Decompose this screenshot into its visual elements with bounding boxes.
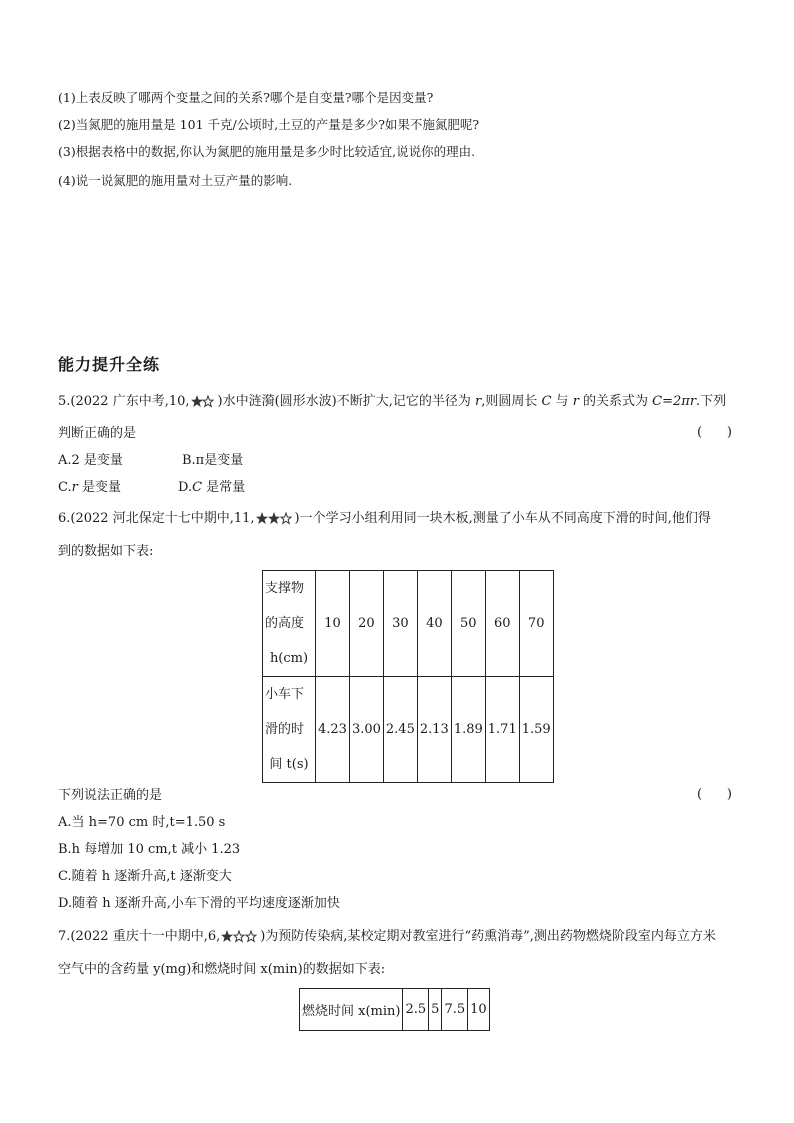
question-1: (1)上表反映了哪两个变量之间的关系?哪个是自变量?哪个是因变量? [58,90,434,105]
q7-stem-line2: 空气中的含药量 y(mg)和燃烧时间 x(min)的数据如下表: [58,962,386,977]
question-2: (2)当氮肥的施用量是 101 千克/公顷时,土豆的产量是多少?如果不施氮肥呢? [58,117,480,132]
q5-option-a: A.2 是变量 [58,453,123,468]
table-cell: 5 [429,989,442,1031]
q6-option-d: D.随着 h 逐渐升高,小车下滑的平均速度逐渐加快 [58,896,340,911]
question-4: (4)说一说氮肥的施用量对土豆产量的影响. [58,173,293,188]
answer-blank: ( ) [697,787,732,802]
q6-stem-line2: 到的数据如下表: [58,544,154,559]
table-cell: 7.5 [442,989,468,1031]
table-cell: 70 [519,571,553,677]
answer-blank: ( ) [697,425,732,440]
table-cell: 1.59 [519,677,553,783]
star-rating-icon [256,512,294,526]
table-cell: 20 [349,571,383,677]
table-header-cell: 支撑物 的高度 h(cm) [263,571,316,677]
table-cell: 10 [316,571,350,677]
q6-stem: 6.(2022 河北保定十七中期中,11, )一个学习小组利用同一块木板,测量了小车从不同高度下滑的时间,他们得 [58,511,711,526]
q6-prompt: 下列说法正确的是 [58,788,163,803]
star-rating-icon [191,395,217,409]
table-cell: 3.00 [349,677,383,783]
table-cell: 30 [383,571,417,677]
q6-option-b: B.h 每增加 10 cm,t 减小 1.23 [58,842,241,857]
table-header-cell: 燃烧时间 x(min) [300,989,403,1031]
table-cell: 4.23 [316,677,350,783]
q5-stem-line2: 判断正确的是 [58,426,137,441]
table-row [263,677,554,783]
table-cell: 10 [468,989,490,1031]
q6-option-a: A.当 h=70 cm 时,t=1.50 s [58,815,226,830]
table-cell: 50 [451,571,485,677]
table-header-cell: 小车下 滑的时 间 t(s) [263,677,316,783]
q5-option-b: B.π是变量 [182,453,244,468]
table-cell: 40 [417,571,451,677]
burn-time-table [299,988,490,1031]
table-cell: 2.13 [417,677,451,783]
q5-option-c: C.r 是变量 [58,480,121,495]
table-cell: 1.89 [451,677,485,783]
table-cell: 1.71 [485,677,519,783]
table-cell: 2.5 [403,989,429,1031]
q5-stem: 5.(2022 广东中考,10, )水中涟漪(圆形水波)不断扩大,记它的半径为 r,则圆周长 C 与 r 的关系式为 C=2πr.下列 [58,394,727,409]
height-time-table [262,570,554,783]
table-row [263,571,554,677]
table-cell: 2.45 [383,677,417,783]
q6-option-c: C.随着 h 逐渐升高,t 逐渐变大 [58,869,232,884]
q7-stem: 7.(2022 重庆十一中期中,6, )为预防传染病,某校定期对教室进行“药熏消毒”,测出药物燃烧阶段室内每立方米 [58,929,716,944]
table-row [300,989,490,1031]
table-cell: 60 [485,571,519,677]
question-3: (3)根据表格中的数据,你认为氮肥的施用量是多少时比较适宜,说说你的理由. [58,144,476,159]
section-title: 能力提升全练 [58,355,161,374]
q5-option-d: D.C 是常量 [178,480,246,495]
star-rating-icon [221,930,259,944]
